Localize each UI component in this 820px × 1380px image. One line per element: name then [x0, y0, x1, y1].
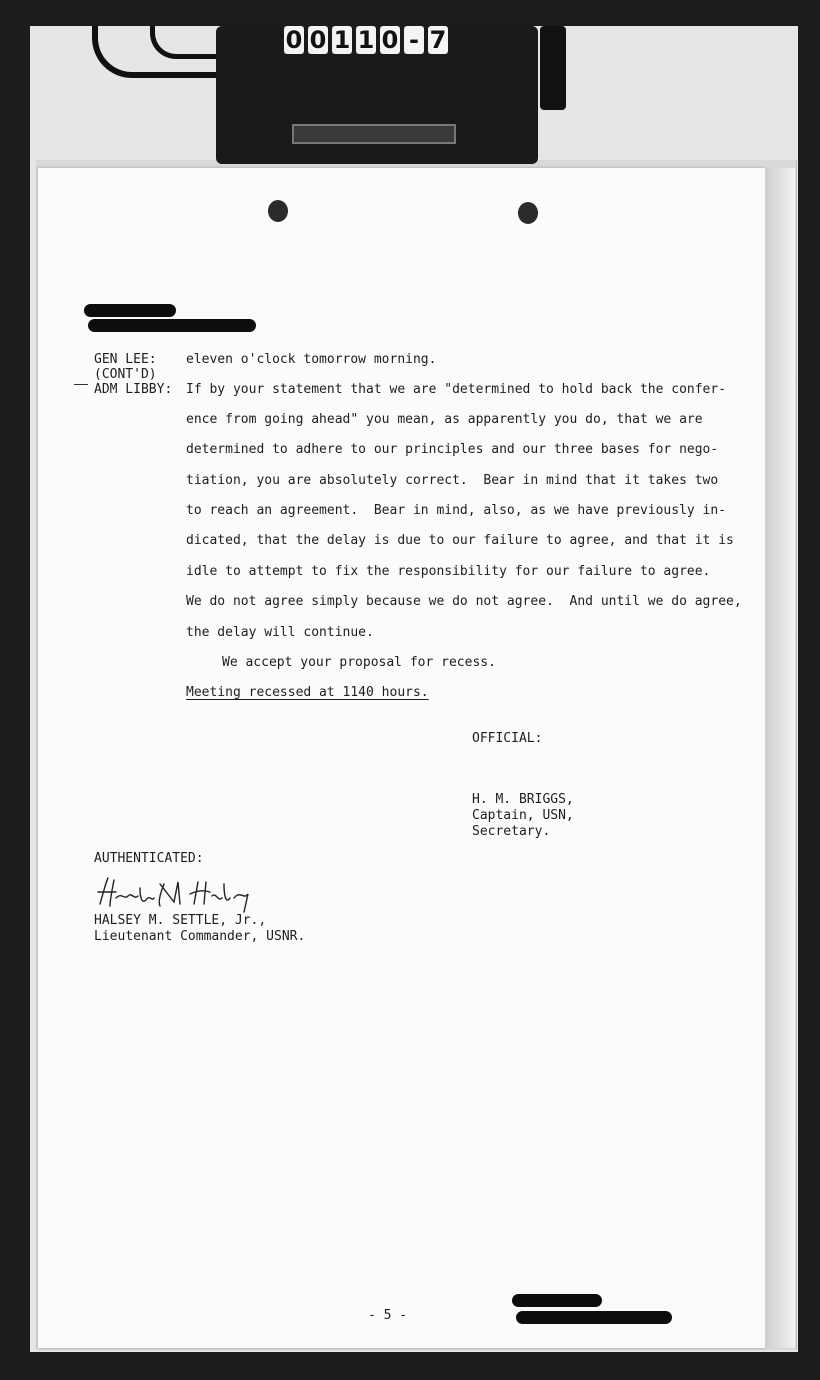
counter-digit: 0 — [309, 26, 327, 54]
recess-line: We accept your proposal for recess. — [222, 655, 496, 670]
authenticator-name: HALSEY M. SETTLE, Jr., — [94, 913, 267, 928]
counter-digit: - — [404, 26, 424, 54]
text-line: ence from going ahead" you mean, as apparently you do, that we are — [186, 412, 703, 427]
text-line: eleven o'clock tomorrow morning. — [186, 352, 437, 367]
official-label: OFFICIAL: — [472, 731, 543, 746]
redaction-bar — [88, 319, 256, 332]
official-name: H. M. BRIGGS, — [472, 792, 574, 807]
punch-hole — [268, 200, 288, 222]
speaker-label: GEN LEE: — [94, 352, 157, 367]
counter-slot — [292, 124, 456, 144]
redaction-bar — [84, 304, 176, 317]
speaker-label: ADM LIBBY: — [94, 382, 173, 397]
text-line: to reach an agreement. Bear in mind, also, as we have previously in- — [186, 503, 727, 518]
official-title: Secretary. — [472, 824, 551, 839]
authenticator-rank: Lieutenant Commander, USNR. — [94, 929, 306, 944]
text-line: idle to attempt to fix the responsibility for our failure to agree. — [186, 564, 711, 579]
text-line: the delay will continue. — [186, 625, 374, 640]
speaker-continued: (CONT'D) — [94, 367, 157, 382]
meeting-note: Meeting recessed at 1140 hours. — [186, 685, 429, 700]
text-line: dicated, that the delay is due to our failure to agree, and that it is — [186, 533, 734, 548]
counter-digit: 1 — [333, 26, 351, 54]
page-edge — [765, 168, 795, 1348]
counter-digit: 0 — [381, 26, 399, 54]
punch-hole — [518, 202, 538, 224]
authenticated-label: AUTHENTICATED: — [94, 851, 204, 866]
text-line: We do not agree simply because we do not agree. And until we do agree, — [186, 594, 742, 609]
page-number: - 5 - — [368, 1308, 408, 1323]
text-line: tiation, you are absolutely correct. Bear in mind that it takes two — [186, 473, 719, 488]
handwritten-signature — [94, 874, 264, 914]
margin-mark — [74, 384, 88, 385]
counter-knob — [540, 26, 566, 110]
text-line: If by your statement that we are "determined to hold back the confer- — [186, 382, 727, 397]
counter-digit: 7 — [429, 26, 447, 54]
official-rank: Captain, USN, — [472, 808, 574, 823]
counter-digit: 1 — [357, 26, 375, 54]
redaction-bar — [516, 1311, 672, 1324]
counter-digits — [284, 26, 448, 56]
counter-digit: 0 — [285, 26, 303, 54]
redaction-bar — [512, 1294, 602, 1307]
text-line: determined to adhere to our principles and our three bases for nego- — [186, 442, 719, 457]
counter-cable-secondary — [150, 26, 225, 59]
